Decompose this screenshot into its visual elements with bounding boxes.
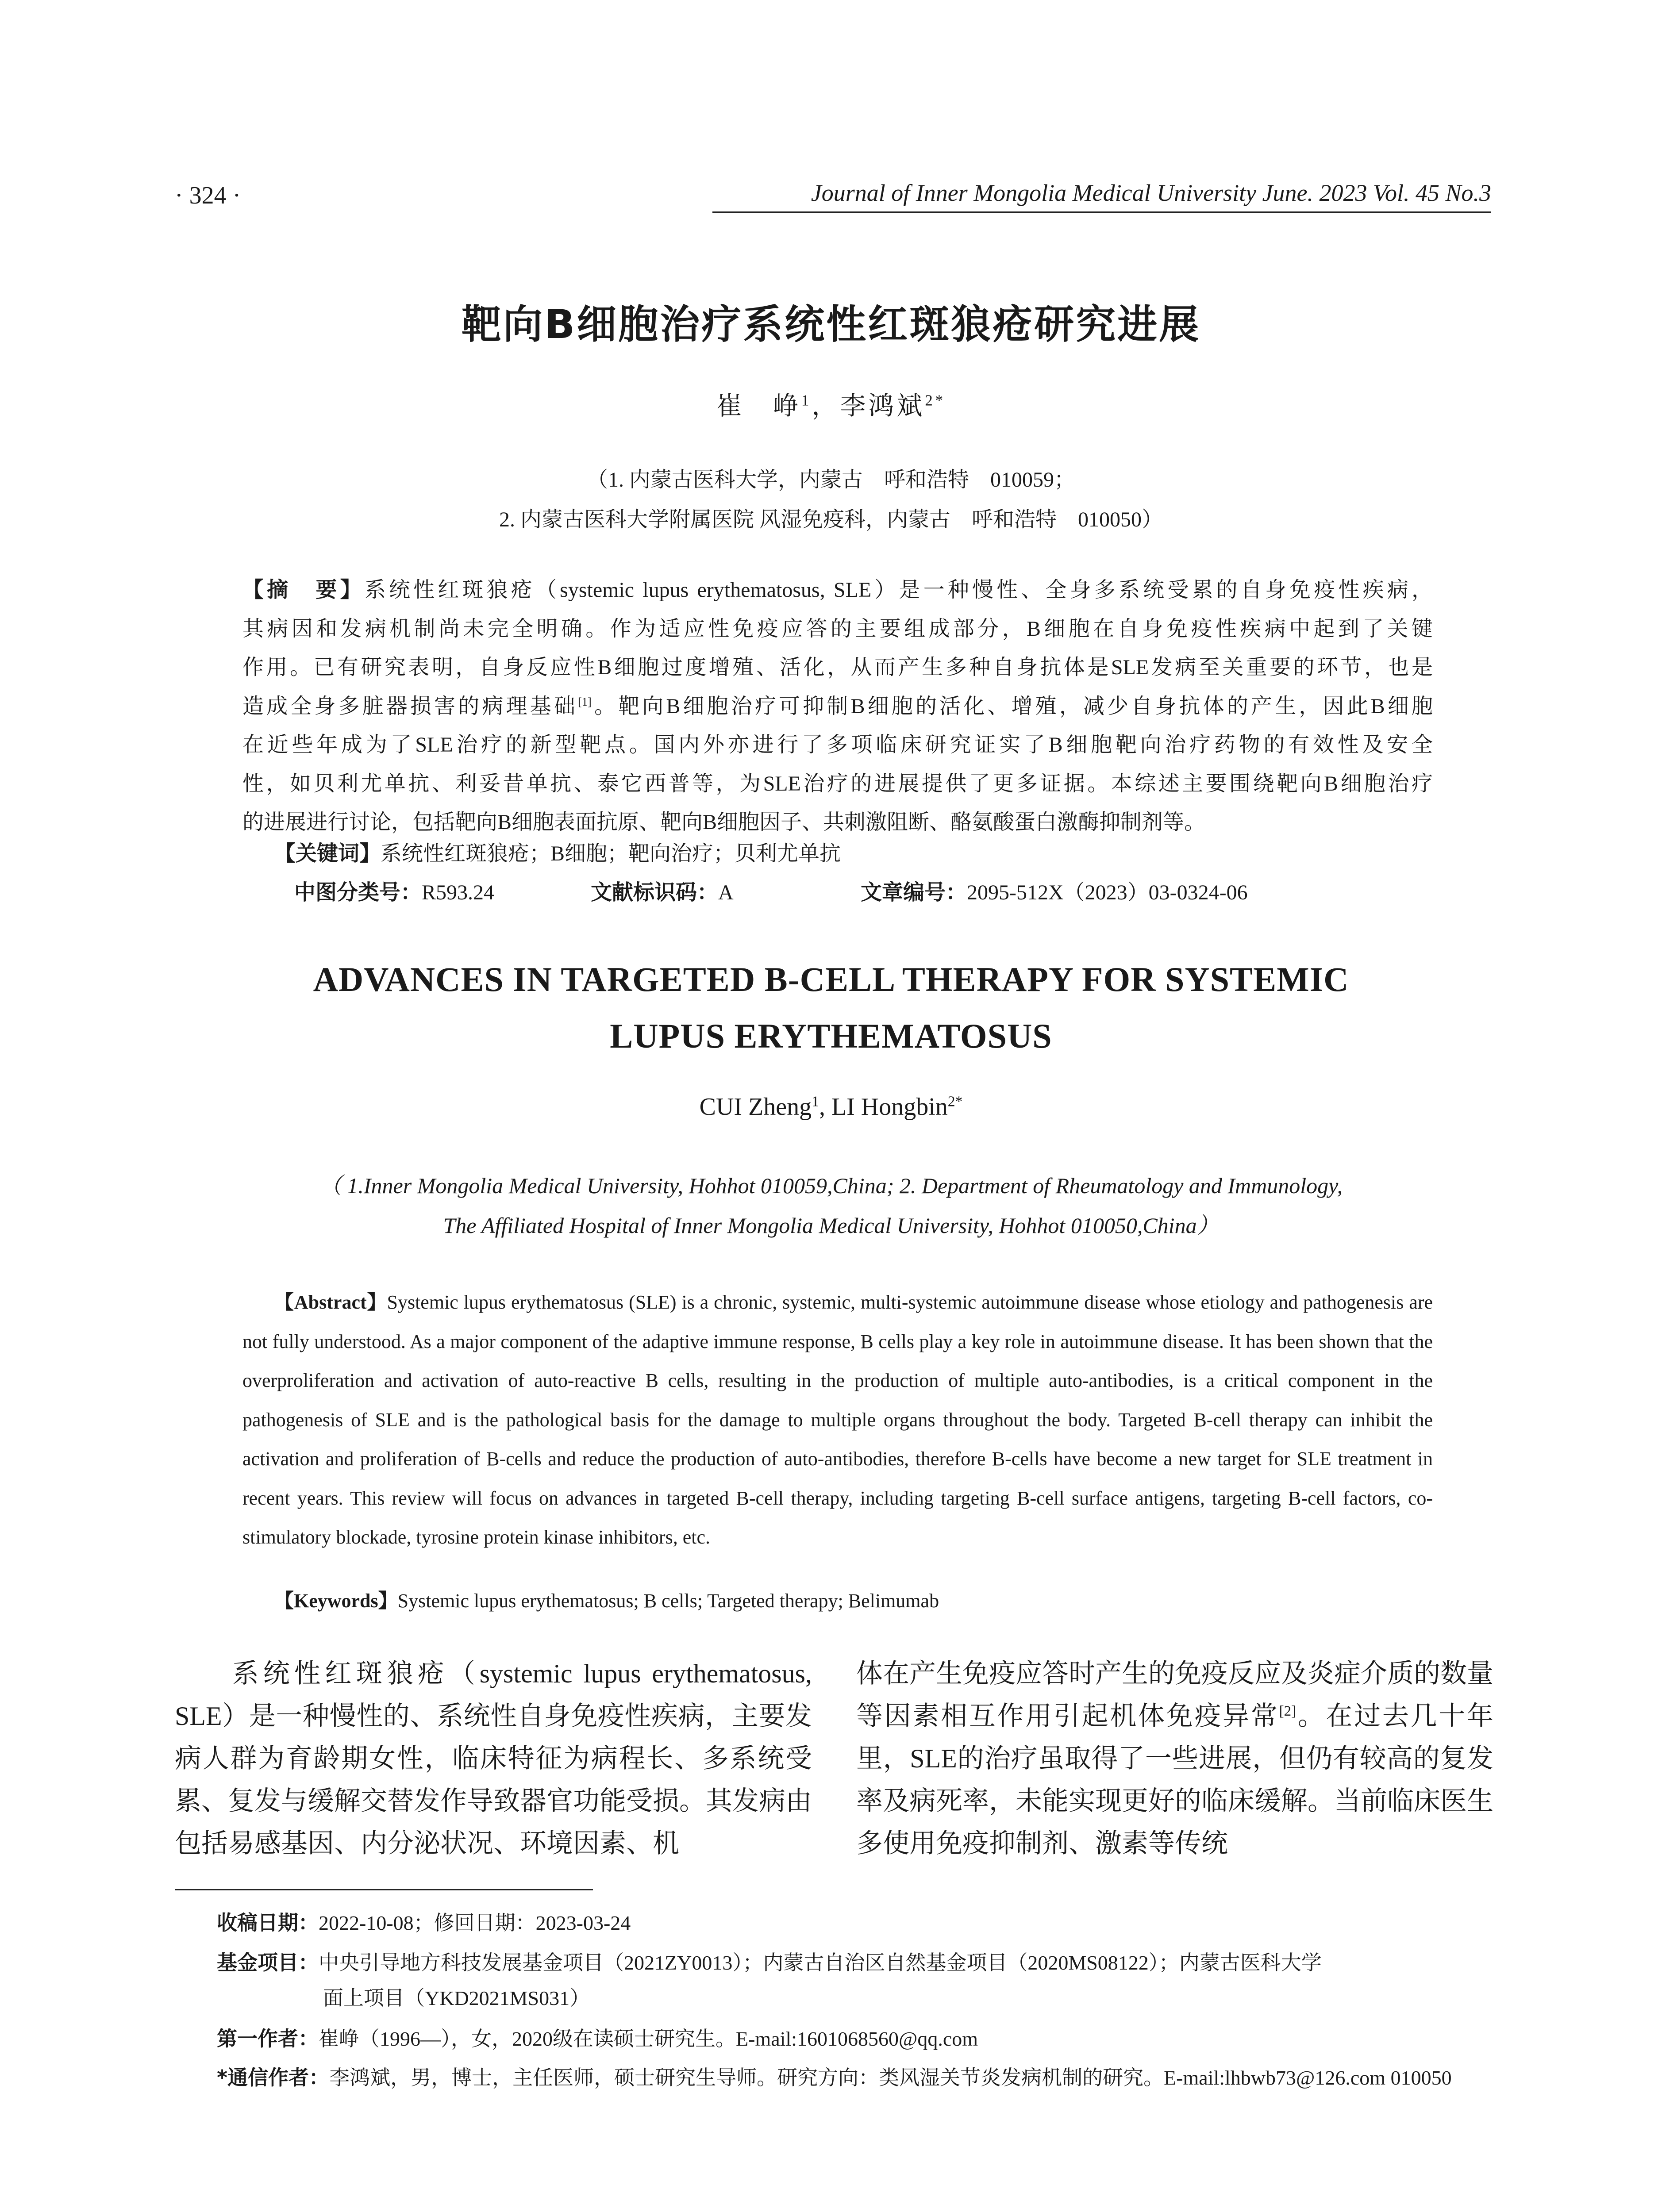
article-title-en — [0, 951, 1662, 1064]
journal-header: Journal of Inner Mongolia Medical University June. 2023 Vol. 45 No.3 — [811, 180, 1491, 206]
author-cn-1: 崔 峥 — [716, 392, 801, 420]
author-en-2: LI Hongbin — [831, 1093, 948, 1121]
author-cn-1-affil: 1 — [801, 392, 812, 409]
abstract-cn-line-3: 作用。已有研究表明，自身反应性B细胞过度增殖、活化，从而产生多种自身抗体是SLE发病至关重要的环节，也是 — [242, 656, 1433, 679]
author-en-2-affil: 2* — [947, 1093, 963, 1110]
article-title-en-line-1: ADVANCES IN TARGETED B-CELL THERAPY FOR SYSTEMIC — [313, 960, 1349, 998]
document-code: 文献标识码：A — [591, 880, 734, 905]
footnote-corresponding-author: *通信作者：李鸿斌，男，博士，主任医师，硕士研究生导师。研究方向：类风湿关节炎发病机制的研究。E-mail:lhbwb73@126.com 010050 — [217, 2066, 1452, 2089]
body-column-right — [856, 1652, 1493, 1865]
footnote-fund: 基金项目：中央引导地方科技发展基金项目（2021ZY0013）；内蒙古自治区自然基金项目（2020MS08122）；内蒙古医科大学 — [217, 1951, 1322, 1974]
affiliation-en-2: The Affiliated Hospital of Inner Mongolia Medical University, Hohhot 010050,China） — [443, 1213, 1219, 1238]
affiliation-en-1: （ 1.Inner Mongolia Medical University, Hohhot 010059,China; 2. Department of Rheumatology and Immunology, — [319, 1173, 1343, 1198]
keywords-en-label: 【Keywords】 — [274, 1590, 398, 1612]
header-rule — [712, 211, 1491, 213]
keywords-cn-label: 【关键词】 — [274, 841, 381, 866]
author-cn-2: 李鸿斌 — [840, 392, 925, 420]
affiliation-cn-2: 2. 内蒙古医科大学附属医院 风湿免疫科，内蒙古 呼和浩特 010050） — [499, 508, 1163, 531]
keywords-en-text: Systemic lupus erythematosus; B cells; Targeted therapy; Belimumab — [397, 1590, 939, 1612]
page-number: · 324 · — [175, 182, 241, 209]
abstract-cn-line-4: 造成全身多脏器损害的病理基础[1]。靶向B细胞治疗可抑制B细胞的活化、增殖，减少自身抗体的产生，因此B细胞 — [242, 694, 1433, 718]
reference-citation: [1] — [578, 695, 592, 708]
body-column-left — [175, 1652, 812, 1865]
abstract-cn-line-2: 其病因和发病机制尚未完全明确。作为适应性免疫应答的主要组成部分，B细胞在自身免疫性疾病中起到了关键 — [242, 617, 1433, 641]
abstract-cn-line-6: 性，如贝利尤单抗、利妥昔单抗、泰它西普等，为SLE治疗的进展提供了更多证据。本综述主要围绕靶向B细胞治疗 — [242, 772, 1433, 795]
author-cn-separator: ， — [812, 392, 840, 420]
footnote-rule — [175, 1889, 593, 1890]
abstract-cn-line-5: 在近些年成为了SLE治疗的新型靶点。国内外亦进行了多项临床研究证实了B细胞靶向治疗药物的有效性及安全 — [242, 733, 1433, 757]
body-text-right-b: 。在过去几十年里，SLE的治疗虽取得了一些进展，但仍有较高的复发率及病死率，未能实现更好的临床缓解。当前临床医生多使用免疫抑制剂、激素等传统 — [856, 1701, 1493, 1858]
article-title-en-line-2: LUPUS ERYTHEMATOSUS — [610, 1017, 1052, 1055]
body-text-right-a: 体在产生免疫应答时产生的免疫反应及炎症介质的数量等因素相互作用引起机体免疫异常 — [856, 1659, 1493, 1731]
clc-number: 中图分类号：R593.24 — [294, 880, 495, 905]
abstract-cn — [242, 571, 1433, 842]
reference-citation-2: [2] — [1279, 1703, 1297, 1719]
body-text-left: 系统性红斑狼疮（systemic lupus erythematosus, SLE）是一种慢性的、系统性自身免疫性疾病，主要发病人群为育龄期女性，临床特征为病程长、多系统受累、复发与缓解交替发作导致器官功能受损。其发病由包括易感基因、内分泌状况、环境因素、机 — [175, 1659, 812, 1858]
abstract-en — [242, 1283, 1433, 1557]
abstract-en-text: Systemic lupus erythematosus (SLE) is a chronic, systemic, multi-systemic autoimmune disease whose etiology and pathogenesis are not fully understood. As a major component of the adaptive immune response, B cells play a key role in autoimmune disease. It has been shown that the overproliferation and activation of auto-reactive B cells, resulting in the production of multiple auto-antibodies, is a critical component in the pathogenesis of SLE and is the pathological basis for the damage to multiple organs throughout the body. Targeted B-cell therapy can inhibit the activation and proliferation of B-cells and reduce the production of auto-antibodies, therefore B-cells have become a new target for SLE treatment in recent years. This review will focus on advances in targeted B-cell therapy, including targeting B-cell surface antigens, targeting B-cell factors, co-stimulatory blockade, tyrosine protein kinase inhibitors, etc. — [242, 1291, 1433, 1548]
abstract-en-label: 【Abstract】 — [274, 1291, 387, 1313]
footnote-received: 收稿日期：2022-10-08；修回日期：2023-03-24 — [217, 1911, 631, 1935]
affiliation-cn-1: （1. 内蒙古医科大学，内蒙古 呼和浩特 010059； — [586, 468, 1075, 492]
author-en-separator: , — [819, 1093, 831, 1121]
authors-en — [0, 1093, 1662, 1121]
article-number: 文章编号：2095-512X（2023）03-0324-06 — [861, 880, 1248, 905]
authors-cn — [0, 385, 1662, 422]
keywords-cn-text: 系统性红斑狼疮；B细胞；靶向治疗；贝利尤单抗 — [381, 842, 841, 865]
abstract-cn-line-7: 的进展进行讨论，包括靶向B细胞表面抗原、靶向B细胞因子、共刺激阻断、酪氨酸蛋白激酶抑制剂等。 — [242, 810, 1206, 834]
keywords-cn — [274, 836, 841, 867]
footnote-first-author: 第一作者：崔峥（1996—），女，2020级在读硕士研究生。E-mail:1601068560@qq.com — [217, 2027, 978, 2051]
article-title-cn: 靶向B细胞治疗系统性红斑狼疮研究进展 — [461, 301, 1201, 348]
author-cn-2-affil: 2* — [925, 392, 946, 409]
abstract-cn-label: 【摘 要】 — [242, 577, 365, 602]
keywords-en — [274, 1585, 939, 1613]
author-en-1-affil: 1 — [812, 1093, 819, 1110]
author-en-1: CUI Zheng — [699, 1093, 812, 1121]
footnote-fund-continued: 面上项目（YKD2021MS031） — [323, 1987, 590, 2009]
abstract-cn-line-1: 【摘 要】系统性红斑狼疮（systemic lupus erythematosus, SLE）是一种慢性、全身多系统受累的自身免疫性疾病， — [242, 577, 1433, 602]
